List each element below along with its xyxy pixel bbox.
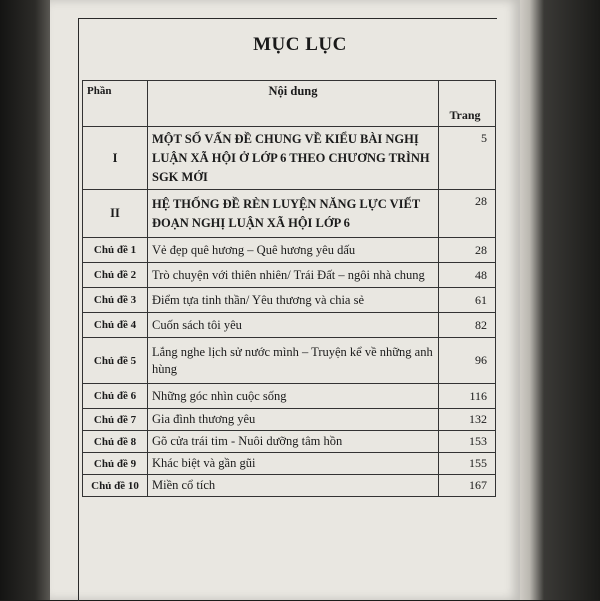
row-page: 5 xyxy=(439,127,496,190)
row-part: Chủ đề 10 xyxy=(83,475,148,497)
row-page: 28 xyxy=(439,190,496,238)
table-row xyxy=(83,338,496,384)
row-part: Chủ đề 7 xyxy=(83,409,148,431)
table-row xyxy=(83,263,496,288)
table-row xyxy=(83,288,496,313)
row-content: Lắng nghe lịch sử nước mình – Truyện kể về những anh hùng xyxy=(148,338,439,384)
row-content: Điểm tựa tinh thần/ Yêu thương và chia sẻ xyxy=(148,288,439,313)
book-gutter-shadow xyxy=(0,0,50,600)
row-content: Gia đình thương yêu xyxy=(148,409,439,431)
header-page: Trang xyxy=(439,81,496,127)
row-part: Chủ đề 8 xyxy=(83,431,148,453)
row-part: Chủ đề 5 xyxy=(83,338,148,384)
row-page: 167 xyxy=(439,475,496,497)
row-content: Vẻ đẹp quê hương – Quê hương yêu dấu xyxy=(148,238,439,263)
table-row xyxy=(83,127,496,190)
row-page: 155 xyxy=(439,453,496,475)
table-row xyxy=(83,409,496,431)
row-content: Khác biệt và gần gũi xyxy=(148,453,439,475)
row-page: 153 xyxy=(439,431,496,453)
row-part: Chủ đề 4 xyxy=(83,313,148,338)
row-content: Những góc nhìn cuộc sống xyxy=(148,384,439,409)
row-part: I xyxy=(83,127,148,190)
row-content: Gõ cửa trái tim - Nuôi dưỡng tâm hồn xyxy=(148,431,439,453)
table-row xyxy=(83,453,496,475)
header-content: Nội dung xyxy=(148,81,439,127)
row-content: Trò chuyện với thiên nhiên/ Trái Đất – ngôi nhà chung xyxy=(148,263,439,288)
table-row xyxy=(83,475,496,497)
row-part: Chủ đề 3 xyxy=(83,288,148,313)
row-page: 82 xyxy=(439,313,496,338)
row-content: Cuốn sách tôi yêu xyxy=(148,313,439,338)
row-page: 48 xyxy=(439,263,496,288)
table-row xyxy=(83,313,496,338)
row-part: Chủ đề 6 xyxy=(83,384,148,409)
page-title: MỤC LỤC xyxy=(253,34,347,55)
row-content: MỘT SỐ VẤN ĐỀ CHUNG VỀ KIỂU BÀI NGHỊ LUẬN XÃ HỘI Ở LỚP 6 THEO CHƯƠNG TRÌNH SGK MỚI xyxy=(148,127,439,190)
table-row xyxy=(83,384,496,409)
table-of-contents xyxy=(82,80,496,497)
page-edge-shadow xyxy=(520,0,600,600)
row-part: Chủ đề 1 xyxy=(83,238,148,263)
row-part: II xyxy=(83,190,148,238)
row-page: 61 xyxy=(439,288,496,313)
row-content: HỆ THỐNG ĐỀ RÈN LUYỆN NĂNG LỰC VIẾT ĐOẠN NGHỊ LUẬN XÃ HỘI LỚP 6 xyxy=(148,190,439,238)
row-page: 116 xyxy=(439,384,496,409)
row-content: Miền cổ tích xyxy=(148,475,439,497)
table-row xyxy=(83,238,496,263)
row-part: Chủ đề 9 xyxy=(83,453,148,475)
table-header-row xyxy=(83,81,496,127)
row-page: 132 xyxy=(439,409,496,431)
header-part: Phần xyxy=(83,81,148,127)
table-row xyxy=(83,190,496,238)
row-page: 28 xyxy=(439,238,496,263)
row-page: 96 xyxy=(439,338,496,384)
row-part: Chủ đề 2 xyxy=(83,263,148,288)
table-row xyxy=(83,431,496,453)
